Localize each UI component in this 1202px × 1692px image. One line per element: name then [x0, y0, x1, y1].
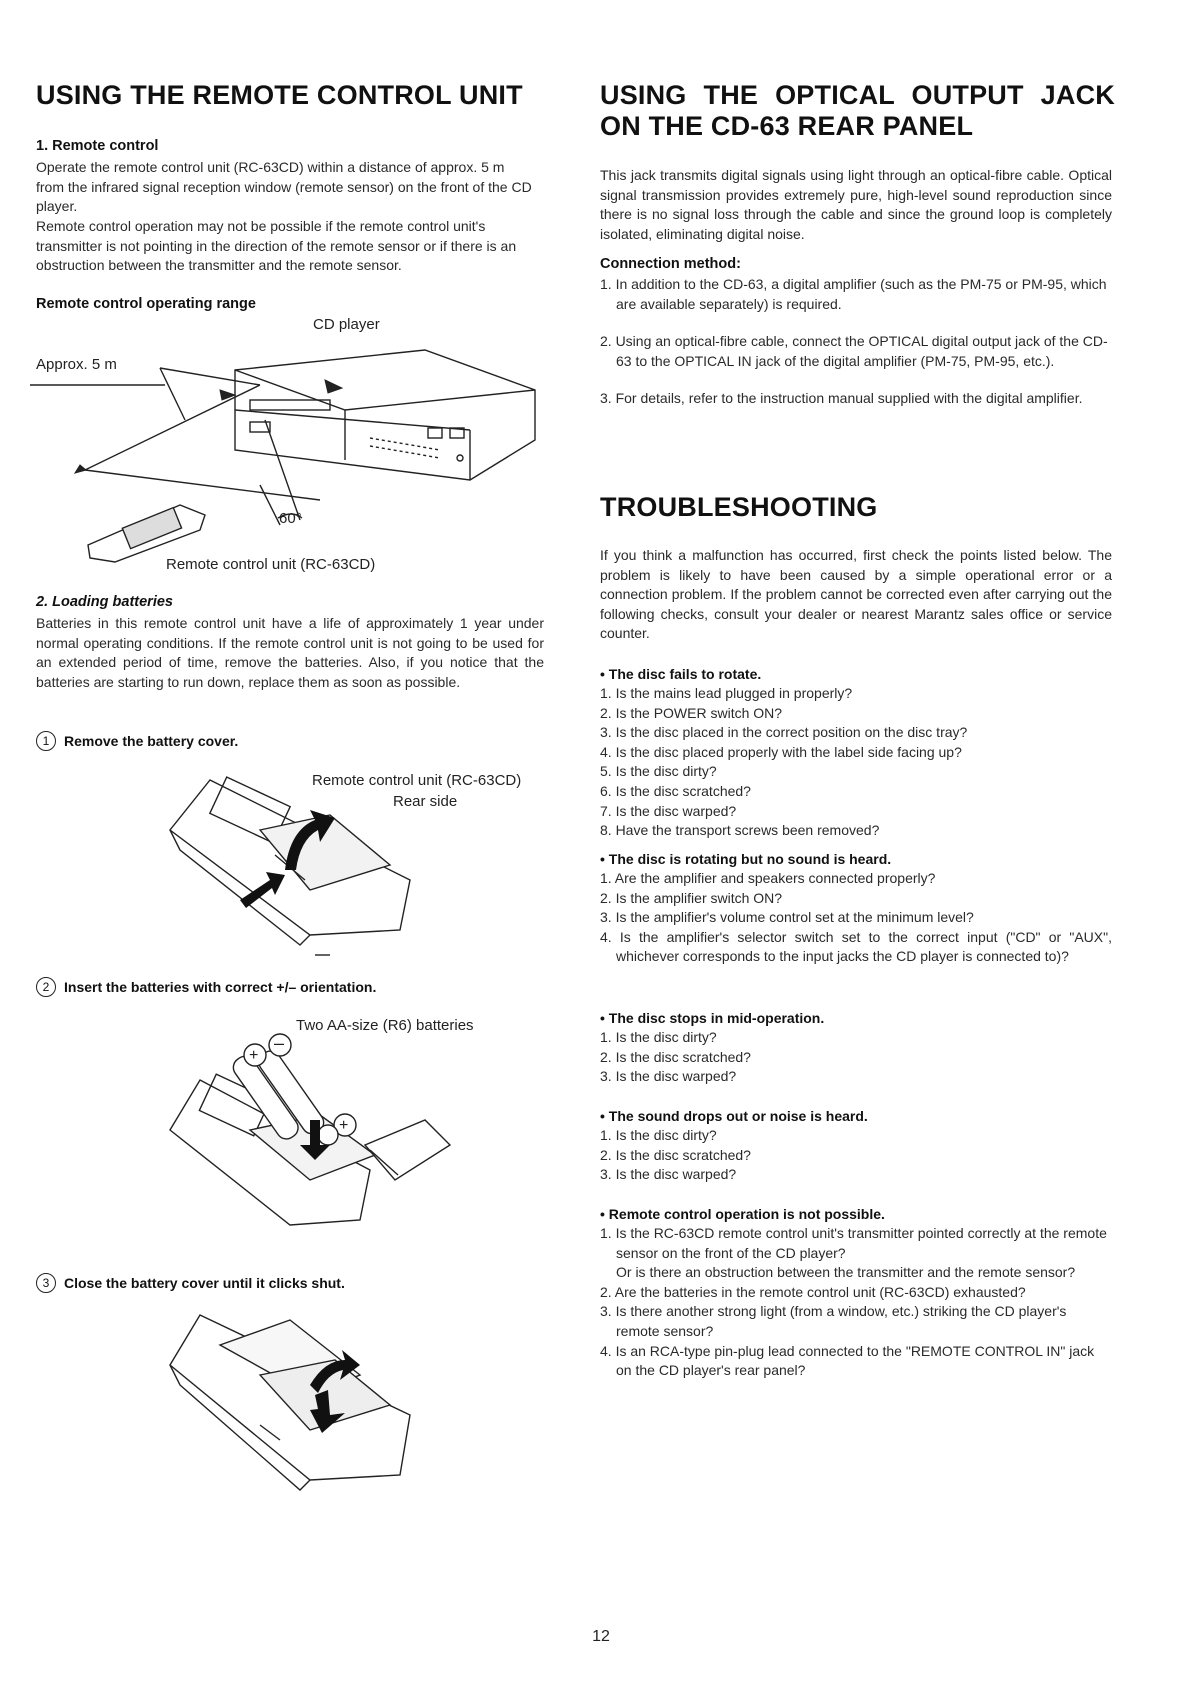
- optical-section-title: [600, 80, 1115, 142]
- list-item: 1. Are the amplifier and speakers connected properly?: [600, 870, 936, 886]
- battery-insertion-drawing: [160, 1020, 440, 1220]
- step-2-batteries-label: Two AA-size (R6) batteries: [296, 1017, 474, 1034]
- list-item: 1. Is the disc dirty?: [600, 1029, 717, 1045]
- list-item: 7. Is the disc warped?: [600, 802, 737, 819]
- list-item: 2. Is the disc scratched?: [600, 1146, 751, 1163]
- remote-unit-label: Remote control unit (RC-63CD): [166, 556, 376, 573]
- list-item: 4. Is an RCA-type pin-plug lead connected to the "REMOTE CONTROL IN" jack on the CD player's rear panel?: [600, 1342, 1095, 1379]
- step-1-text: Remove the battery cover.: [64, 733, 239, 749]
- remote-control-heading: 1. Remote control: [36, 138, 159, 154]
- list-item: 1. Is the RC-63CD remote control unit's transmitter pointed correctly at the remote sensor on the front of the CD player?: [600, 1225, 1107, 1261]
- remote-control-para-1: Operate the remote control unit (RC-63CD) within a distance of approx. 5 m from the infrared signal reception window (remote sensor) on the front of the CD player.: [36, 159, 532, 215]
- list-item: 1. Is the disc dirty?: [600, 1127, 717, 1143]
- list-item: 1. Is the mains lead plugged in properly?: [600, 685, 853, 701]
- page-number: 12: [592, 1628, 610, 1645]
- list-item: 2. Are the batteries in the remote control unit (RC-63CD) exhausted?: [600, 1283, 1026, 1300]
- svg-text:–: –: [274, 1033, 285, 1053]
- step-2-heading: [36, 977, 376, 997]
- trouble-group-heading: • The disc is rotating but no sound is heard.: [600, 851, 892, 867]
- list-item: 4. Is the disc placed properly with the label side facing up?: [600, 743, 962, 760]
- list-item: 3. Is the amplifier's volume control set at the minimum level?: [600, 909, 974, 926]
- angle-label: 60°: [279, 510, 302, 527]
- step-3-heading: [36, 1273, 345, 1293]
- step-2-number: 2: [36, 977, 56, 997]
- list-item: Or is there an obstruction between the transmitter and the remote sensor?: [616, 1264, 1076, 1281]
- step-1-heading: [36, 731, 238, 751]
- trouble-group-heading: • The disc fails to rotate.: [600, 666, 762, 682]
- connection-step-3: 3. For details, refer to the instruction manual supplied with the digital amplifier.: [600, 390, 1083, 407]
- list-item: 5. Is the disc dirty?: [600, 763, 717, 780]
- trouble-group-stops: [600, 1008, 1112, 1087]
- battery-cover-removal-drawing: [160, 770, 420, 950]
- list-item: 3. Is the disc warped?: [600, 1068, 737, 1085]
- remote-section-title: USING THE REMOTE CONTROL UNIT: [36, 80, 523, 110]
- optical-title-line-2: ON THE CD-63 REAR PANEL: [600, 111, 974, 141]
- troubleshooting-title: TROUBLESHOOTING: [600, 492, 878, 522]
- trouble-group-heading: • The disc stops in mid-operation.: [600, 1010, 825, 1026]
- list-item: 3. Is there another strong light (from a window, etc.) striking the CD player's remote sensor?: [600, 1303, 1067, 1339]
- list-item: 3. Is the disc warped?: [600, 1166, 737, 1183]
- step-1-rear-side-label: Rear side: [393, 793, 458, 810]
- optical-title-line-1: USING THE OPTICAL OUTPUT JACK: [600, 80, 1115, 110]
- loading-batteries-heading: 2. Loading batteries: [36, 594, 173, 610]
- step-1-number: 1: [36, 731, 56, 751]
- cd-player-label: CD player: [313, 316, 380, 333]
- svg-text:+: +: [339, 1117, 349, 1134]
- trouble-group-no-rotate: [600, 664, 1112, 841]
- svg-text:+: +: [249, 1047, 259, 1064]
- optical-intro: This jack transmits digital signals using light through an optical-fibre cable. Optical signal transmission provides extremely pure, high-level sound reproduction since there is no signal loss through the cable and since the ground loop is completely isolated, eliminating digital noise.: [600, 167, 1112, 242]
- list-item: 2. Is the amplifier switch ON?: [600, 889, 783, 906]
- step-3-text: Close the battery cover until it clicks shut.: [64, 1275, 345, 1291]
- operating-range-heading: Remote control operating range: [36, 296, 256, 312]
- trouble-checklist: [600, 684, 1112, 841]
- loading-batteries-para: Batteries in this remote control unit have a life of approximately 1 year under normal operating conditions. If the remote control unit is not going to be used for an extended period of time, remove the batteries. Also, if you notice that the batteries are starting to run down, replace them as soon as possible.: [36, 615, 544, 690]
- battery-cover-close-drawing: [160, 1305, 420, 1495]
- trouble-group-heading: • The sound drops out or noise is heard.: [600, 1108, 868, 1124]
- trouble-checklist: [600, 1126, 1112, 1185]
- connection-step-2: 2. Using an optical-fibre cable, connect the OPTICAL digital output jack of the CD-63 to the OPTICAL IN jack of the digital amplifier (PM-75, PM-95, etc.).: [600, 333, 1108, 369]
- step-3-number: 3: [36, 1273, 56, 1293]
- list-item: 2. Is the disc scratched?: [600, 1048, 751, 1065]
- trouble-group-heading: • Remote control operation is not possible.: [600, 1206, 885, 1222]
- trouble-checklist: [600, 1028, 1112, 1087]
- step-1-remote-label: Remote control unit (RC-63CD): [312, 772, 522, 789]
- remote-control-para-2: Remote control operation may not be possible if the remote control unit's transmitter is not pointing in the direction of the remote sensor or if there is an obstruction between the transmitter and the remote sensor.: [36, 218, 517, 274]
- list-item: 4. Is the amplifier's selector switch set to the correct input ("CD" or "AUX", whichever corresponds to the input jacks the CD player is connected to)?: [600, 928, 1112, 965]
- step-2-text: Insert the batteries with correct +/– orientation.: [64, 979, 377, 995]
- distance-label: Approx. 5 m: [36, 356, 117, 373]
- list-item: 6. Is the disc scratched?: [600, 782, 751, 799]
- connection-step-1: 1. In addition to the CD-63, a digital amplifier (such as the PM-75 or PM-95, which are available separately) is required.: [600, 276, 1107, 312]
- trouble-checklist: [600, 1224, 1112, 1381]
- connection-steps: [600, 275, 1112, 409]
- trouble-checklist: [600, 869, 1112, 967]
- cd-player-range-drawing: [30, 330, 590, 610]
- connection-method-heading: Connection method:: [600, 256, 741, 272]
- list-item: 3. Is the disc placed in the correct position on the disc tray?: [600, 724, 968, 741]
- list-item: 2. Is the POWER switch ON?: [600, 704, 783, 721]
- list-item: 8. Have the transport screws been removed?: [600, 822, 880, 839]
- trouble-group-noise: [600, 1106, 1112, 1185]
- trouble-group-no-sound: [600, 849, 1112, 967]
- trouble-group-remote: [600, 1204, 1112, 1381]
- troubleshooting-intro: If you think a malfunction has occurred, first check the points listed below. The problem is likely to have been caused by a simple operational error or a connection problem. If the problem cannot be corrected even after carrying out the following checks, consult your dealer or nearest Marantz sales office or service counter.: [600, 547, 1112, 642]
